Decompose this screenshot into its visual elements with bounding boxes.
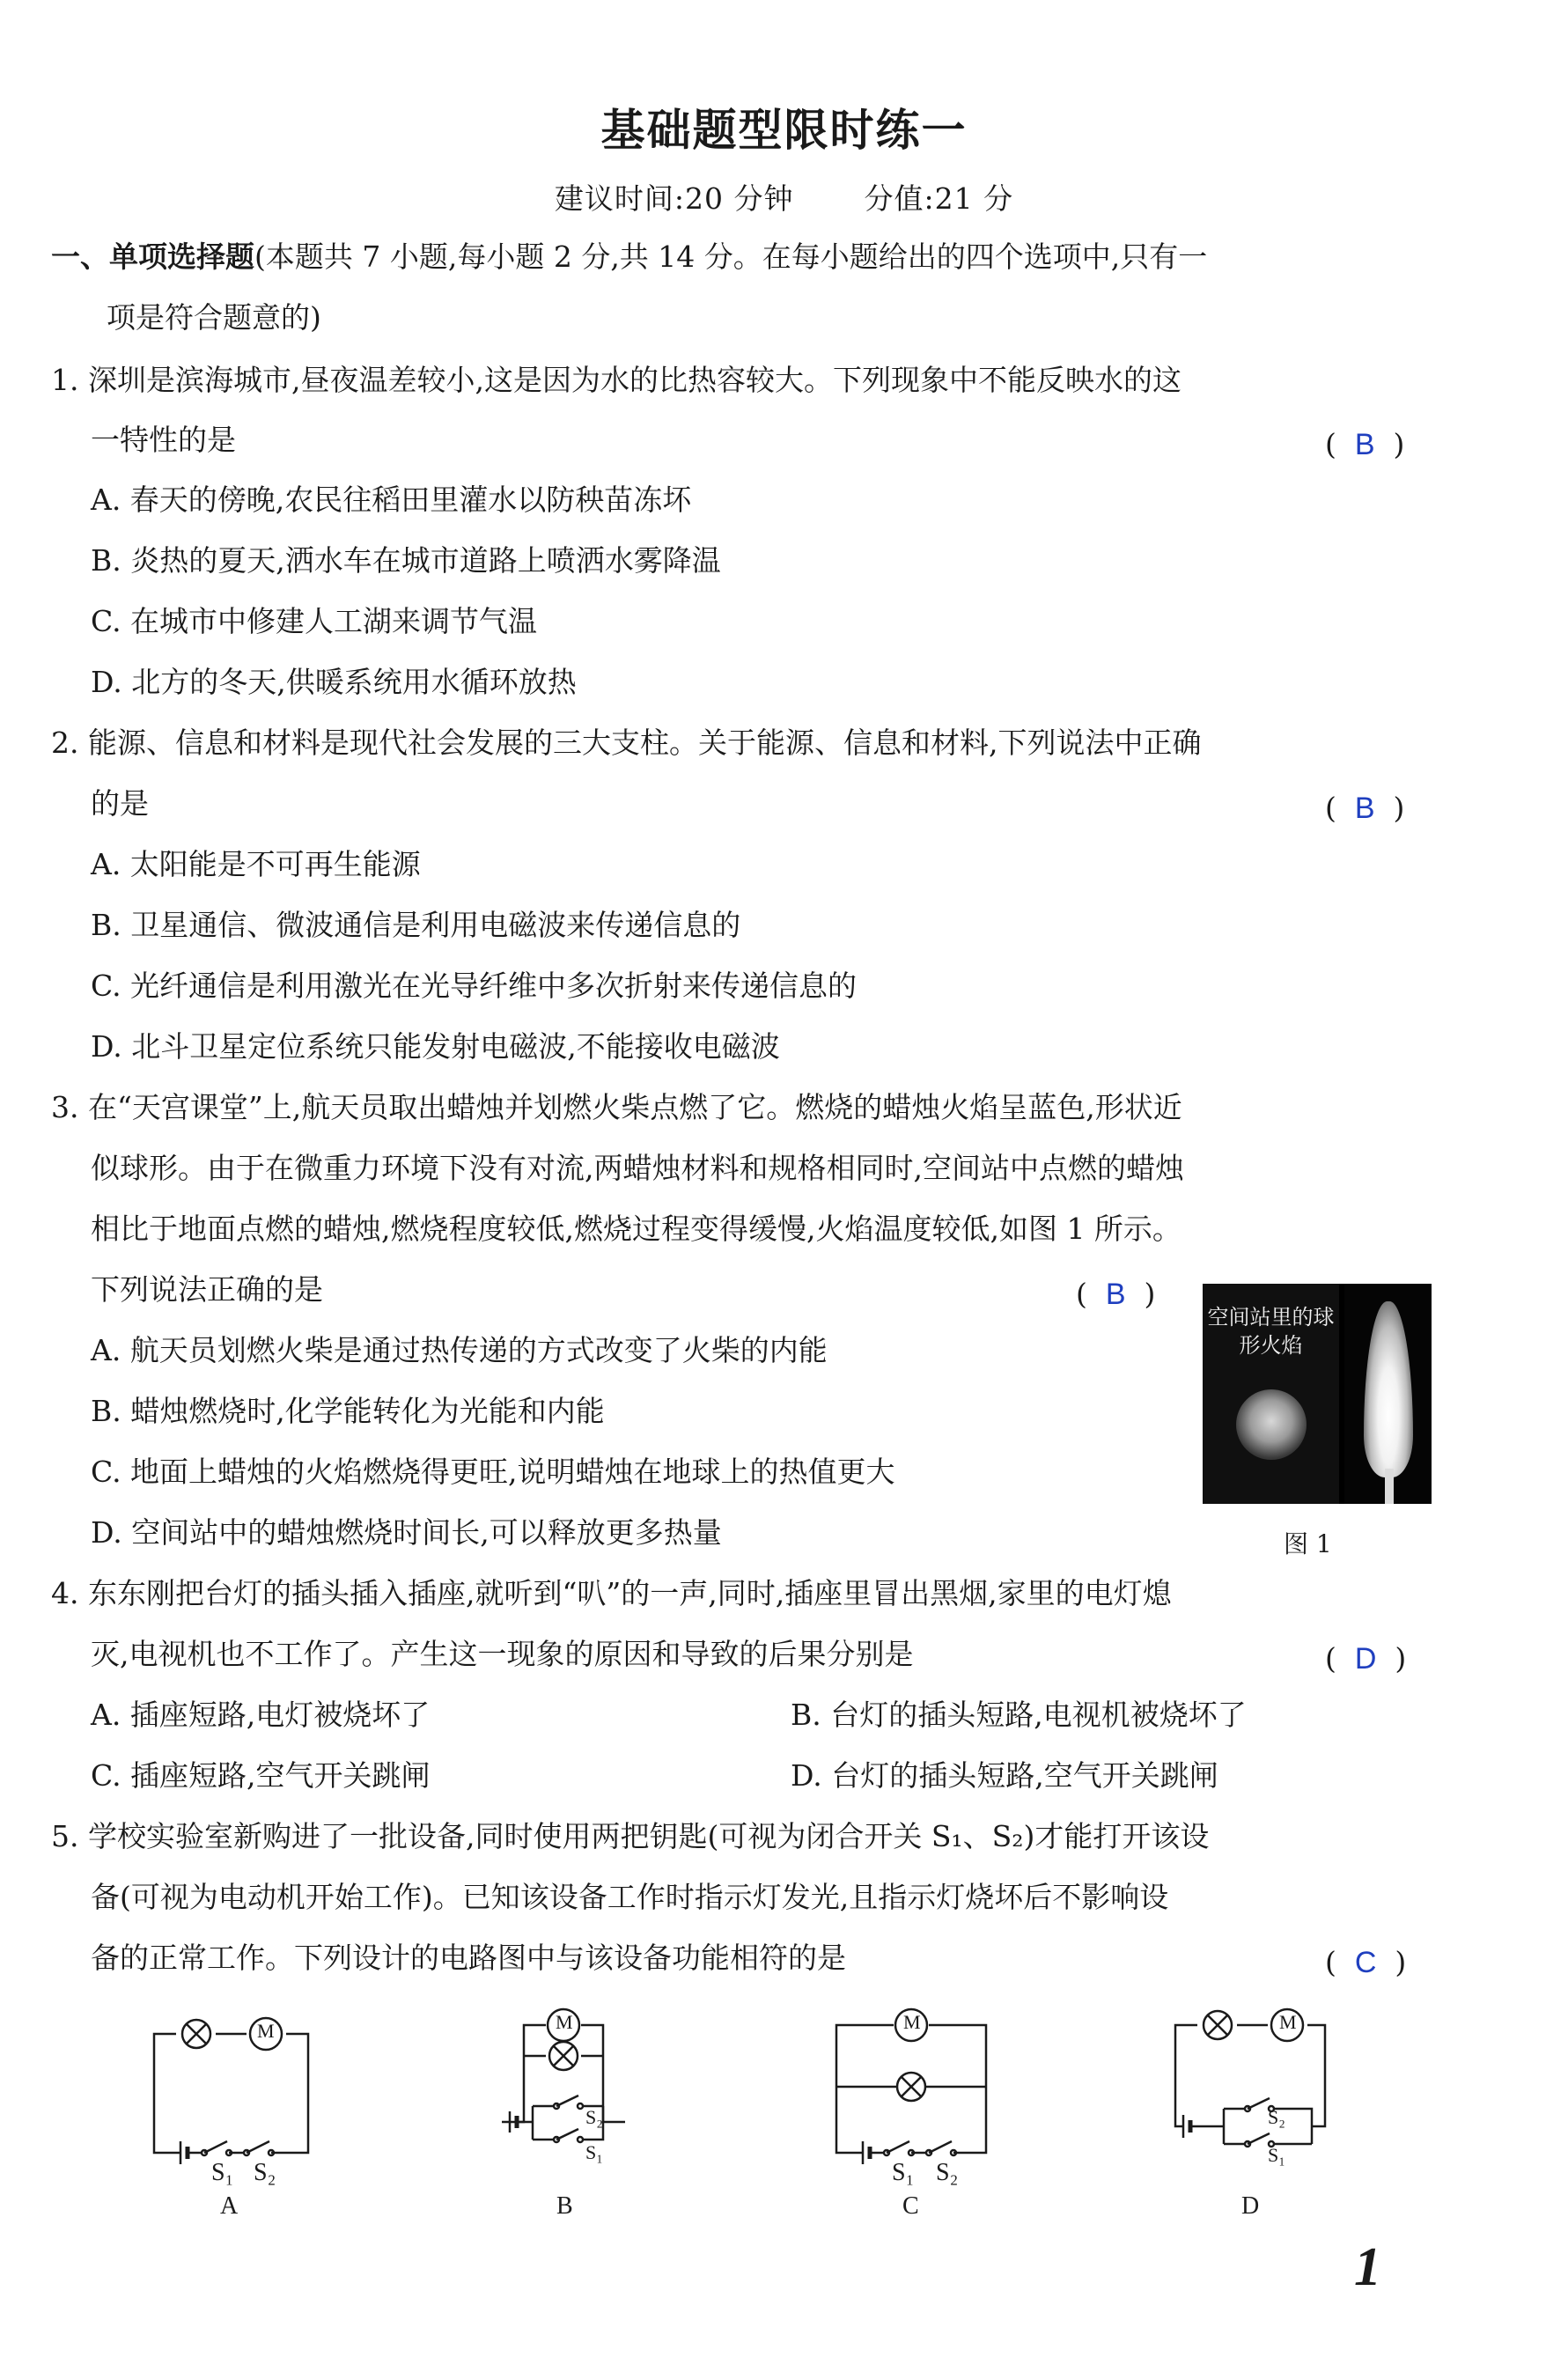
switch-s1-label: S₁ xyxy=(585,2141,603,2163)
q5-stem-line2: 备(可视为电动机开始工作)。已知该设备工作时指示灯发光,且指示灯烧坏后不影响设 xyxy=(91,1880,1169,1914)
q2-option-b: B. 卫星通信、微波通信是利用电磁波来传递信息的 xyxy=(91,908,741,942)
figure-1-photo xyxy=(1203,1284,1432,1504)
switch-s2-label: S₂ xyxy=(1268,2106,1285,2128)
switch-s2-label: S₂ xyxy=(254,2159,276,2186)
q1-stem-line1: 1. 深圳是滨海城市,昼夜温差较小,这是因为水的比热容较大。下列现象中不能反映水的这 xyxy=(51,363,1182,397)
section-heading: 一、单项选择题 xyxy=(51,239,254,274)
circuit-label-c: C xyxy=(902,2192,919,2220)
circuit-label-b: B xyxy=(556,2192,573,2220)
q3-stem-line4: 下列说法正确的是 xyxy=(91,1272,323,1307)
circuit-c xyxy=(832,2007,1008,2220)
q3-stem-line3: 相比于地面点燃的蜡烛,燃烧程度较低,燃烧过程变得缓慢,火焰温度较低,如图 1 所示。 xyxy=(91,1212,1182,1246)
q1-answer: ( B ) xyxy=(1325,427,1405,461)
q4-answer-letter: D xyxy=(1354,1642,1377,1676)
section-note: (本题共 7 小题,每小题 2 分,共 14 分。在每小题给出的四个选项中,只有一 xyxy=(254,239,1208,274)
candle-flame xyxy=(1364,1301,1413,1477)
q1-option-a: A. 春天的傍晚,农民往稻田里灌水以防秧苗冻坏 xyxy=(91,483,692,517)
q3-option-d: D. 空间站中的蜡烛燃烧时间长,可以释放更多热量 xyxy=(91,1515,722,1550)
circuit-d xyxy=(1171,2007,1347,2220)
q1-option-c: C. 在城市中修建人工湖来调节气温 xyxy=(91,604,538,638)
switch-s1-label: S₁ xyxy=(1268,2144,1285,2166)
q4-option-d: D. 台灯的插头短路,空气开关跳闸 xyxy=(791,1758,1218,1793)
motor-symbol: M xyxy=(1279,2011,1297,2033)
q3-option-c: C. 地面上蜡烛的火焰燃烧得更旺,说明蜡烛在地球上的热值更大 xyxy=(91,1455,895,1489)
q2-option-c: C. 光纤通信是利用激光在光导纤维中多次折射来传递信息的 xyxy=(91,969,858,1003)
q1-stem-line2: 一特性的是 xyxy=(91,423,236,457)
section-note-cont: 项是符合题意的) xyxy=(107,300,321,335)
q2-answer: ( B ) xyxy=(1325,791,1405,825)
switch-s1-label: S₁ xyxy=(211,2159,234,2186)
q3-stem-line2: 似球形。由于在微重力环境下没有对流,两蜡烛材料和规格相同时,空间站中点燃的蜡烛 xyxy=(91,1151,1184,1185)
q4-answer: ( D ) xyxy=(1325,1641,1407,1676)
q3-answer-letter: B xyxy=(1105,1278,1126,1311)
suggested-time: 建议时间:20 分钟 xyxy=(554,181,794,216)
switch-s2-label: S₂ xyxy=(936,2159,959,2186)
q5-answer: ( C ) xyxy=(1325,1945,1407,1979)
circuit-b xyxy=(497,2007,674,2220)
q2-option-d: D. 北斗卫星定位系统只能发射电磁波,不能接收电磁波 xyxy=(91,1029,780,1064)
circuit-a xyxy=(150,2007,326,2220)
q1-answer-letter: B xyxy=(1354,428,1375,461)
switch-s1-label: S₁ xyxy=(892,2159,915,2186)
q4-option-c: C. 插座短路,空气开关跳闸 xyxy=(91,1758,431,1793)
motor-symbol: M xyxy=(556,2011,573,2033)
q5-stem-line3: 备的正常工作。下列设计的电路图中与该设备功能相符的是 xyxy=(91,1941,846,1975)
q2-option-a: A. 太阳能是不可再生能源 xyxy=(91,847,421,881)
circuit-label-a: A xyxy=(220,2192,239,2220)
figure-1-caption: 空间站里的球形火焰 xyxy=(1207,1305,1335,1358)
q3-stem-line1: 3. 在“天宫课堂”上,航天员取出蜡烛并划燃火柴点燃了它。燃烧的蜡烛火焰呈蓝色,形状近 xyxy=(51,1090,1182,1124)
space-flame-panel xyxy=(1203,1284,1339,1504)
switch-s2-label: S₂ xyxy=(585,2106,603,2128)
q4-stem-line1: 4. 东东刚把台灯的插头插入插座,就听到“叭”的一声,同时,插座里冒出黑烟,家里的电灯熄 xyxy=(51,1576,1172,1610)
q2-stem-line2: 的是 xyxy=(91,786,149,821)
q3-option-b: B. 蜡烛燃烧时,化学能转化为光能和内能 xyxy=(91,1394,605,1428)
page-number: 1 xyxy=(1354,2237,1381,2297)
circuit-label-d: D xyxy=(1241,2192,1260,2220)
q1-option-b: B. 炎热的夏天,洒水车在城市道路上喷洒水雾降温 xyxy=(91,543,721,578)
q4-option-b: B. 台灯的插头短路,电视机被烧坏了 xyxy=(791,1698,1247,1732)
page-subtitle xyxy=(0,176,1568,217)
earth-flame-panel xyxy=(1344,1284,1432,1504)
candle-body xyxy=(1385,1469,1394,1504)
q3-answer: ( B ) xyxy=(1076,1277,1156,1311)
q3-option-a: A. 航天员划燃火柴是通过热传递的方式改变了火柴的内能 xyxy=(91,1333,828,1367)
section-header xyxy=(51,239,1207,275)
figure-1-label: 图 1 xyxy=(1284,1529,1332,1558)
motor-symbol: M xyxy=(903,2011,921,2033)
score-value: 分值:21 分 xyxy=(864,181,1014,216)
q4-stem-line2: 灭,电视机也不工作了。产生这一现象的原因和导致的后果分别是 xyxy=(91,1637,914,1671)
spherical-flame xyxy=(1236,1389,1307,1460)
q1-option-d: D. 北方的冬天,供暖系统用水循环放热 xyxy=(91,665,577,699)
q2-stem-line1: 2. 能源、信息和材料是现代社会发展的三大支柱。关于能源、信息和材料,下列说法中正确 xyxy=(51,726,1202,760)
page-title: 基础题型限时练一 xyxy=(600,105,968,156)
motor-symbol: M xyxy=(257,2020,275,2042)
q4-option-a: A. 插座短路,电灯被烧坏了 xyxy=(91,1698,431,1732)
q5-answer-letter: C xyxy=(1354,1946,1377,1979)
q2-answer-letter: B xyxy=(1354,792,1375,825)
q5-stem-line1: 5. 学校实验室新购进了一批设备,同时使用两把钥匙(可视为闭合开关 S₁、S₂)才能打开该设 xyxy=(51,1819,1210,1853)
